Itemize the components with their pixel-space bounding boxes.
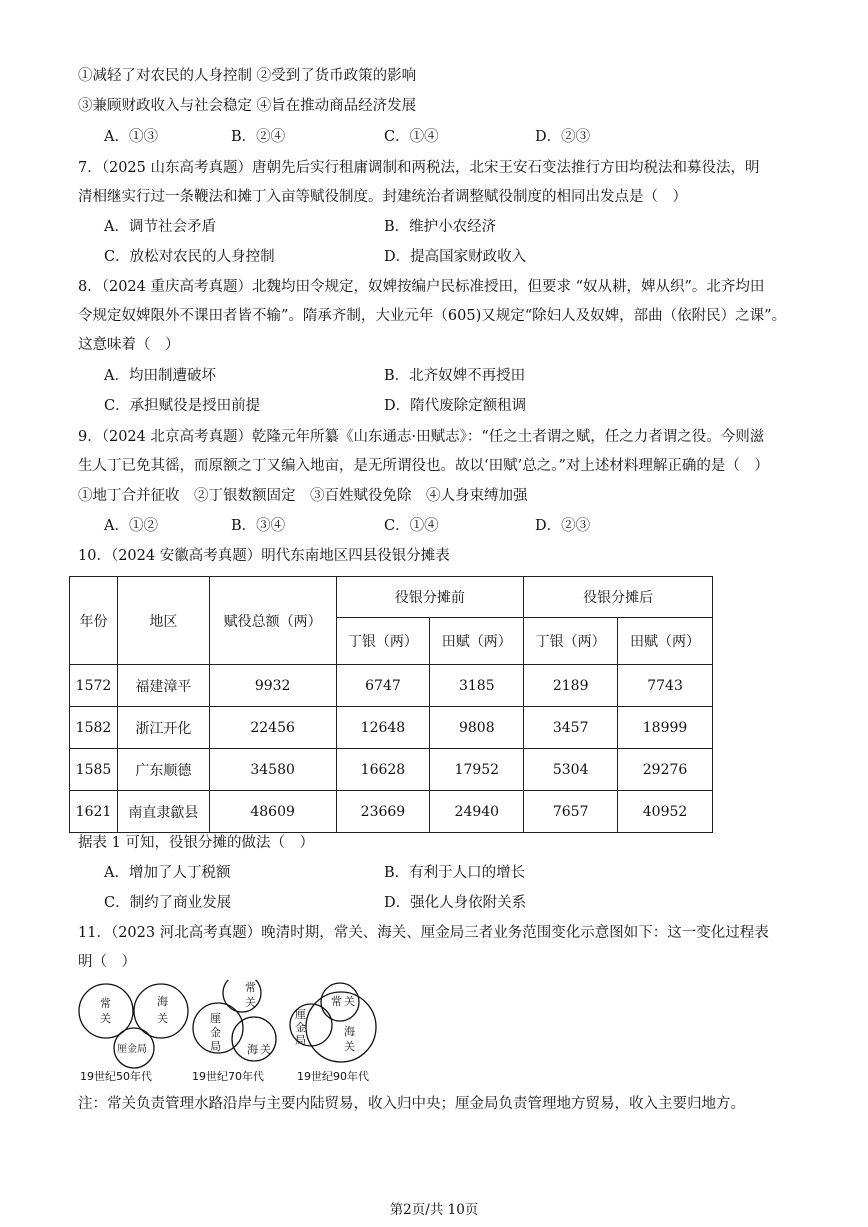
- table-cell: 1585: [70, 749, 118, 791]
- table-row: [70, 749, 713, 791]
- caption-1850s: 19世纪50年代: [80, 1070, 152, 1083]
- label-guan: 关: [260, 1043, 271, 1056]
- venn-1870s: [193, 980, 276, 1061]
- table-cell: 34580: [209, 749, 336, 791]
- table-cell: 17952: [430, 749, 524, 791]
- table-row: [70, 707, 713, 749]
- table-row: [70, 791, 713, 833]
- label-guan: 关: [344, 995, 355, 1008]
- table-cell: 22456: [209, 707, 336, 749]
- label-jin: 金: [210, 1026, 221, 1039]
- table-cell: 9932: [209, 665, 336, 707]
- page-footer: 第2页/共 10页: [389, 1202, 479, 1218]
- table-cell: 24940: [430, 791, 524, 833]
- q9-option-b: B．③④: [231, 518, 286, 534]
- table-cell: 23669: [336, 791, 430, 833]
- table-cell: 16628: [336, 749, 430, 791]
- q7-stem-line2: 清相继实行过一条鞭法和摊丁入亩等赋役制度。封建统治者调整赋役制度的相同出发点是（ ）: [78, 189, 687, 205]
- venn-1850s: [79, 984, 188, 1068]
- q8-option-a: A．均田制遭破坏: [104, 368, 216, 384]
- table-cell: 1582: [70, 707, 118, 749]
- label-chang: 常: [245, 981, 256, 994]
- table-cell: 1572: [70, 665, 118, 707]
- q8-option-b: B．北齐奴婢不再授田: [384, 368, 526, 384]
- table-cell: 7743: [618, 665, 713, 707]
- table-cell: 广东顺德: [117, 749, 209, 791]
- q11-stem-line1: 11．（2023 河北高考真题）晚清时期，常关、海关、厘金局三者业务范围变化示意图如下：这一变化过程表: [78, 925, 769, 941]
- table-cell: 5304: [524, 749, 618, 791]
- q11-stem-line2: 明（ ）: [78, 954, 136, 970]
- q7-option-a: A．调节社会矛盾: [104, 219, 216, 235]
- table-cell: 29276: [618, 749, 713, 791]
- table-cell: 18999: [618, 707, 713, 749]
- q9-option-a: A．①②: [104, 518, 158, 534]
- q10-option-b: B．有利于人口的增长: [384, 865, 526, 881]
- q8-stem-line3: 这意味着（ ）: [78, 337, 180, 353]
- table-cell: 6747: [336, 665, 430, 707]
- q9-option-c: C．①④: [384, 518, 439, 534]
- q7-option-d: D．提高国家财政收入: [384, 249, 527, 265]
- label-li: 厘: [210, 1012, 221, 1025]
- q6-option-c: C．①④: [384, 129, 439, 145]
- q6-option-a: A．①③: [104, 129, 158, 145]
- header-year: 年份: [70, 577, 118, 665]
- table-cell: 福建漳平: [117, 665, 209, 707]
- label-guan: 关: [245, 996, 256, 1009]
- q9-stem-line1: 9．（2024 北京高考真题）乾隆元年所纂《山东通志·田赋志》：“任之土者谓之赋，任之力者谓之役。今则滋: [78, 429, 765, 445]
- label-chang: 常: [100, 997, 111, 1010]
- header-region: 地区: [117, 577, 209, 665]
- q9-option-d: D．②③: [535, 518, 591, 534]
- q8-option-c: C．承担赋役是授田前提: [104, 398, 261, 414]
- header-before-ding: 丁银（两）: [336, 618, 430, 665]
- label-guan: 关: [344, 1040, 355, 1053]
- q10-stem-line1: 10．（2024 安徽高考真题）明代东南地区四县役银分摊表: [78, 548, 450, 564]
- header-after: 役银分摊后: [524, 577, 713, 618]
- table-cell: 48609: [209, 791, 336, 833]
- q6-option-b: B．②④: [231, 129, 286, 145]
- label-ju: 局: [295, 1034, 306, 1047]
- table-cell: 南直隶歙县: [117, 791, 209, 833]
- header-before: 役银分摊前: [336, 577, 524, 618]
- q6-items-line1: ①减轻了对农民的人身控制 ②受到了货币政策的影响: [78, 68, 417, 84]
- q10-option-a: A．增加了人丁税额: [104, 865, 231, 881]
- label-hai: 海: [157, 995, 168, 1008]
- venn-1890s: [290, 983, 376, 1062]
- label-jin: 金: [295, 1021, 306, 1034]
- label-guan: 关: [100, 1012, 111, 1025]
- table-row: [70, 665, 713, 707]
- q11-note: 注：常关负责管理水路沿岸与主要内陆贸易，收入归中央；厘金局负责管理地方贸易，收入主要归地方。: [78, 1096, 745, 1112]
- q7-option-c: C．放松对农民的人身控制: [104, 249, 275, 265]
- q6-option-d: D．②③: [535, 129, 591, 145]
- q9-items: ①地丁合并征收 ②丁银数额固定 ③百姓赋役免除 ④人身束缚加强: [78, 488, 528, 504]
- table-cell: 浙江开化: [117, 707, 209, 749]
- table-cell: 40952: [618, 791, 713, 833]
- tax-allocation-table: [69, 576, 713, 833]
- table-cell: 9808: [430, 707, 524, 749]
- table-cell: 3185: [430, 665, 524, 707]
- q8-stem-line1: 8．（2024 重庆高考真题）北魏均田令规定，奴婢按编户民标准授田，但要求 “奴从耕，婢从织”。北齐均田: [78, 279, 765, 295]
- q7-stem-line1: 7．（2025 山东高考真题）唐朝先后实行租庸调制和两税法，北宋王安石变法推行方田均税法和募役法，明: [78, 160, 760, 176]
- q10-option-d: D．强化人身依附关系: [384, 895, 527, 911]
- venn-diagram: [72, 980, 392, 1070]
- label-lijinju: 厘金局: [117, 1044, 147, 1055]
- q10-option-c: C．制约了商业发展: [104, 895, 232, 911]
- q10-question: 据表 1 可知，役银分摊的做法（ ）: [78, 835, 314, 851]
- caption-1890s: 19世纪90年代: [297, 1070, 369, 1083]
- header-after-ding: 丁银（两）: [524, 618, 618, 665]
- label-hai: 海: [344, 1025, 355, 1038]
- label-chang: 常: [331, 995, 342, 1008]
- table-cell: 12648: [336, 707, 430, 749]
- table-cell: 1621: [70, 791, 118, 833]
- table-cell: 3457: [524, 707, 618, 749]
- table-cell: 2189: [524, 665, 618, 707]
- caption-1870s: 19世纪70年代: [192, 1070, 264, 1083]
- header-total: 赋役总额（两）: [209, 577, 336, 665]
- label-li: 厘: [295, 1008, 306, 1021]
- q9-stem-line2: 生人丁已免其徭，而原额之丁又编入地亩，是无所谓役也。故以‘田赋’总之。”对上述材料理解正确的是（ ）: [78, 458, 769, 474]
- label-hai: 海: [247, 1043, 258, 1056]
- table-cell: 7657: [524, 791, 618, 833]
- label-guan: 关: [157, 1012, 168, 1025]
- label-ju: 局: [210, 1040, 221, 1053]
- header-before-tian: 田赋（两）: [430, 618, 524, 665]
- q6-items-line2: ③兼顾财政收入与社会稳定 ④旨在推动商品经济发展: [78, 98, 417, 114]
- q8-option-d: D．隋代废除定额租调: [384, 398, 527, 414]
- header-after-tian: 田赋（两）: [618, 618, 713, 665]
- q8-stem-line2: 令规定奴婢限外不课田者皆不输”。隋承齐制，大业元年（605)又规定“除妇人及奴婢，部曲（依附民）之课”。: [78, 308, 787, 324]
- q7-option-b: B．维护小农经济: [384, 219, 497, 235]
